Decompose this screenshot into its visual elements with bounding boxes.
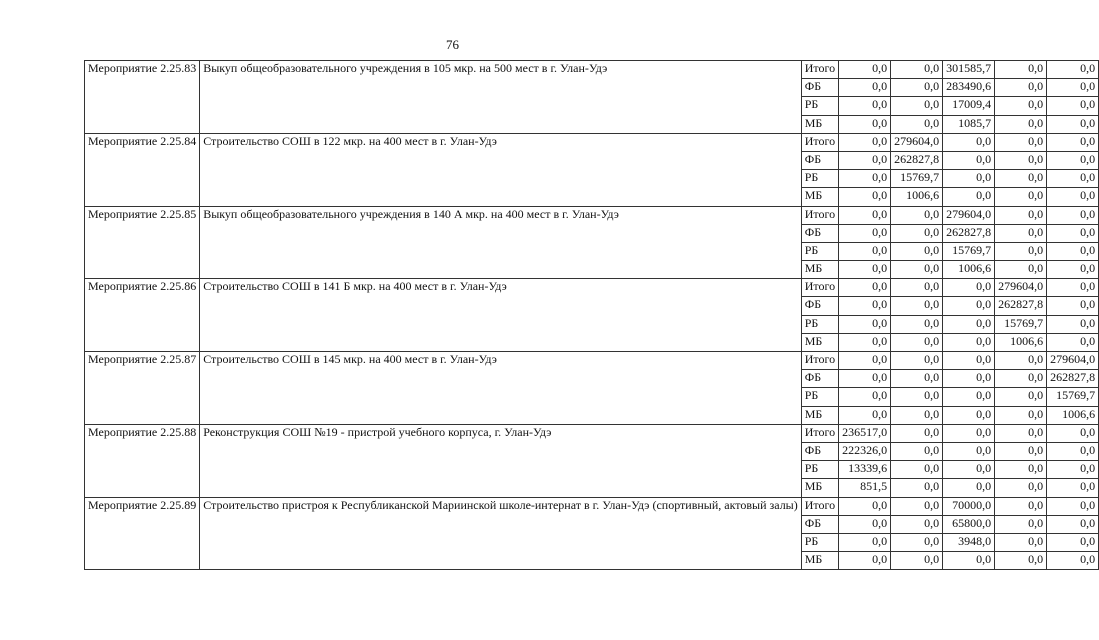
amount-cell: 0,0 <box>1047 170 1099 188</box>
event-code: Мероприятие 2.25.87 <box>85 352 200 425</box>
amount-cell: 283490,6 <box>943 79 995 97</box>
amount-cell: 0,0 <box>839 206 891 224</box>
amount-cell: 0,0 <box>995 115 1047 133</box>
funding-source-label: ФБ <box>801 442 838 460</box>
amount-cell: 0,0 <box>1047 97 1099 115</box>
amount-cell: 279604,0 <box>891 133 943 151</box>
amount-cell: 0,0 <box>1047 79 1099 97</box>
funding-source-label: РБ <box>801 533 838 551</box>
amount-cell: 0,0 <box>839 333 891 351</box>
table-row <box>85 424 1099 442</box>
amount-cell: 0,0 <box>891 388 943 406</box>
amount-cell: 0,0 <box>995 188 1047 206</box>
amount-cell: 236517,0 <box>839 424 891 442</box>
amount-cell: 0,0 <box>1047 297 1099 315</box>
amount-cell: 0,0 <box>943 352 995 370</box>
amount-cell: 0,0 <box>891 242 943 260</box>
amount-cell: 0,0 <box>839 388 891 406</box>
amount-cell: 0,0 <box>1047 279 1099 297</box>
funding-source-label: ФБ <box>801 151 838 169</box>
amount-cell: 0,0 <box>839 406 891 424</box>
amount-cell: 0,0 <box>891 261 943 279</box>
amount-cell: 1006,6 <box>1047 406 1099 424</box>
amount-cell: 0,0 <box>943 297 995 315</box>
amount-cell: 0,0 <box>839 315 891 333</box>
event-description: Строительство пристроя к Республиканской Мариинской школе-интернат в г. Улан-Удэ (спортивный, актовый залы) <box>200 497 802 570</box>
funding-source-label: ФБ <box>801 297 838 315</box>
amount-cell: 0,0 <box>891 424 943 442</box>
amount-cell: 0,0 <box>839 170 891 188</box>
amount-cell: 0,0 <box>1047 533 1099 551</box>
amount-cell: 0,0 <box>995 224 1047 242</box>
amount-cell: 0,0 <box>839 352 891 370</box>
event-description: Строительство СОШ в 145 мкр. на 400 мест в г. Улан-Удэ <box>200 352 802 425</box>
funding-source-label: РБ <box>801 315 838 333</box>
amount-cell: 0,0 <box>1047 151 1099 169</box>
funding-source-label: Итого <box>801 133 838 151</box>
amount-cell: 0,0 <box>995 242 1047 260</box>
amount-cell: 0,0 <box>891 461 943 479</box>
funding-source-label: ФБ <box>801 515 838 533</box>
amount-cell: 0,0 <box>995 515 1047 533</box>
amount-cell: 0,0 <box>839 151 891 169</box>
amount-cell: 0,0 <box>943 333 995 351</box>
event-description: Выкуп общеобразовательного учреждения в 105 мкр. на 500 мест в г. Улан-Удэ <box>200 61 802 134</box>
amount-cell: 15769,7 <box>891 170 943 188</box>
amount-cell: 0,0 <box>891 442 943 460</box>
amount-cell: 0,0 <box>891 315 943 333</box>
event-code: Мероприятие 2.25.85 <box>85 206 200 279</box>
funding-source-label: ФБ <box>801 79 838 97</box>
amount-cell: 0,0 <box>891 515 943 533</box>
amount-cell: 0,0 <box>891 552 943 570</box>
budget-table <box>84 60 1099 570</box>
amount-cell: 0,0 <box>995 261 1047 279</box>
amount-cell: 0,0 <box>995 497 1047 515</box>
funding-source-label: Итого <box>801 424 838 442</box>
amount-cell: 0,0 <box>943 424 995 442</box>
amount-cell: 0,0 <box>839 188 891 206</box>
amount-cell: 0,0 <box>995 170 1047 188</box>
amount-cell: 262827,8 <box>1047 370 1099 388</box>
amount-cell: 0,0 <box>1047 261 1099 279</box>
amount-cell: 279604,0 <box>995 279 1047 297</box>
amount-cell: 0,0 <box>1047 552 1099 570</box>
amount-cell: 0,0 <box>995 442 1047 460</box>
amount-cell: 0,0 <box>1047 442 1099 460</box>
amount-cell: 222326,0 <box>839 442 891 460</box>
amount-cell: 0,0 <box>943 442 995 460</box>
table-row <box>85 497 1099 515</box>
amount-cell: 0,0 <box>891 297 943 315</box>
amount-cell: 0,0 <box>839 279 891 297</box>
amount-cell: 0,0 <box>891 352 943 370</box>
amount-cell: 0,0 <box>891 61 943 79</box>
amount-cell: 0,0 <box>943 552 995 570</box>
event-code: Мероприятие 2.25.86 <box>85 279 200 352</box>
amount-cell: 1085,7 <box>943 115 995 133</box>
amount-cell: 0,0 <box>839 224 891 242</box>
amount-cell: 0,0 <box>943 370 995 388</box>
table-row <box>85 279 1099 297</box>
funding-source-label: РБ <box>801 170 838 188</box>
amount-cell: 15769,7 <box>1047 388 1099 406</box>
amount-cell: 0,0 <box>839 79 891 97</box>
table-row <box>85 206 1099 224</box>
event-code: Мероприятие 2.25.83 <box>85 61 200 134</box>
amount-cell: 0,0 <box>839 497 891 515</box>
amount-cell: 0,0 <box>995 151 1047 169</box>
amount-cell: 0,0 <box>995 388 1047 406</box>
amount-cell: 70000,0 <box>943 497 995 515</box>
amount-cell: 0,0 <box>891 206 943 224</box>
amount-cell: 0,0 <box>891 279 943 297</box>
amount-cell: 17009,4 <box>943 97 995 115</box>
amount-cell: 3948,0 <box>943 533 995 551</box>
amount-cell: 1006,6 <box>995 333 1047 351</box>
amount-cell: 0,0 <box>1047 115 1099 133</box>
amount-cell: 0,0 <box>839 242 891 260</box>
amount-cell: 0,0 <box>995 461 1047 479</box>
amount-cell: 0,0 <box>943 133 995 151</box>
amount-cell: 0,0 <box>1047 515 1099 533</box>
amount-cell: 0,0 <box>839 115 891 133</box>
table-row <box>85 61 1099 79</box>
amount-cell: 13339,6 <box>839 461 891 479</box>
funding-source-label: МБ <box>801 115 838 133</box>
event-description: Строительство СОШ в 122 мкр. на 400 мест в г. Улан-Удэ <box>200 133 802 206</box>
amount-cell: 0,0 <box>1047 224 1099 242</box>
funding-source-label: ФБ <box>801 224 838 242</box>
amount-cell: 0,0 <box>1047 424 1099 442</box>
amount-cell: 0,0 <box>1047 479 1099 497</box>
amount-cell: 262827,8 <box>943 224 995 242</box>
amount-cell: 301585,7 <box>943 61 995 79</box>
amount-cell: 0,0 <box>995 424 1047 442</box>
amount-cell: 65800,0 <box>943 515 995 533</box>
amount-cell: 0,0 <box>943 461 995 479</box>
funding-source-label: Итого <box>801 352 838 370</box>
amount-cell: 0,0 <box>1047 61 1099 79</box>
amount-cell: 0,0 <box>943 151 995 169</box>
amount-cell: 0,0 <box>839 515 891 533</box>
funding-source-label: Итого <box>801 61 838 79</box>
amount-cell: 0,0 <box>943 479 995 497</box>
amount-cell: 0,0 <box>995 533 1047 551</box>
funding-source-label: Итого <box>801 279 838 297</box>
amount-cell: 0,0 <box>891 533 943 551</box>
funding-source-label: МБ <box>801 406 838 424</box>
funding-source-label: МБ <box>801 333 838 351</box>
event-description: Строительство СОШ в 141 Б мкр. на 400 мест в г. Улан-Удэ <box>200 279 802 352</box>
funding-source-label: РБ <box>801 461 838 479</box>
amount-cell: 0,0 <box>839 370 891 388</box>
amount-cell: 0,0 <box>839 297 891 315</box>
amount-cell: 0,0 <box>995 479 1047 497</box>
event-code: Мероприятие 2.25.84 <box>85 133 200 206</box>
event-code: Мероприятие 2.25.89 <box>85 497 200 570</box>
amount-cell: 0,0 <box>995 61 1047 79</box>
amount-cell: 851,5 <box>839 479 891 497</box>
amount-cell: 0,0 <box>891 497 943 515</box>
amount-cell: 0,0 <box>1047 206 1099 224</box>
amount-cell: 0,0 <box>995 133 1047 151</box>
amount-cell: 15769,7 <box>943 242 995 260</box>
amount-cell: 0,0 <box>1047 333 1099 351</box>
funding-source-label: МБ <box>801 552 838 570</box>
amount-cell: 0,0 <box>943 170 995 188</box>
amount-cell: 0,0 <box>839 261 891 279</box>
amount-cell: 1006,6 <box>943 261 995 279</box>
amount-cell: 0,0 <box>839 97 891 115</box>
amount-cell: 262827,8 <box>995 297 1047 315</box>
amount-cell: 0,0 <box>891 333 943 351</box>
amount-cell: 279604,0 <box>943 206 995 224</box>
funding-source-label: Итого <box>801 206 838 224</box>
amount-cell: 0,0 <box>839 533 891 551</box>
amount-cell: 0,0 <box>943 279 995 297</box>
amount-cell: 0,0 <box>1047 242 1099 260</box>
event-description: Реконструкция СОШ №19 - пристрой учебного корпуса, г. Улан-Удэ <box>200 424 802 497</box>
page-number: 76 <box>446 37 459 52</box>
amount-cell: 0,0 <box>891 406 943 424</box>
amount-cell: 0,0 <box>995 352 1047 370</box>
funding-source-label: ФБ <box>801 370 838 388</box>
funding-source-label: РБ <box>801 242 838 260</box>
amount-cell: 0,0 <box>891 370 943 388</box>
amount-cell: 15769,7 <box>995 315 1047 333</box>
amount-cell: 0,0 <box>943 388 995 406</box>
amount-cell: 0,0 <box>1047 133 1099 151</box>
amount-cell: 0,0 <box>995 79 1047 97</box>
funding-source-label: МБ <box>801 479 838 497</box>
amount-cell: 0,0 <box>1047 315 1099 333</box>
amount-cell: 0,0 <box>1047 497 1099 515</box>
amount-cell: 0,0 <box>1047 188 1099 206</box>
event-code: Мероприятие 2.25.88 <box>85 424 200 497</box>
amount-cell: 0,0 <box>995 406 1047 424</box>
funding-source-label: МБ <box>801 261 838 279</box>
amount-cell: 0,0 <box>1047 461 1099 479</box>
amount-cell: 0,0 <box>995 370 1047 388</box>
amount-cell: 0,0 <box>891 479 943 497</box>
amount-cell: 0,0 <box>995 97 1047 115</box>
amount-cell: 262827,8 <box>891 151 943 169</box>
amount-cell: 0,0 <box>943 188 995 206</box>
amount-cell: 0,0 <box>891 115 943 133</box>
amount-cell: 0,0 <box>839 133 891 151</box>
amount-cell: 0,0 <box>891 97 943 115</box>
amount-cell: 0,0 <box>943 406 995 424</box>
funding-source-label: Итого <box>801 497 838 515</box>
amount-cell: 0,0 <box>839 552 891 570</box>
table-row <box>85 352 1099 370</box>
table-row <box>85 133 1099 151</box>
amount-cell: 0,0 <box>943 315 995 333</box>
amount-cell: 0,0 <box>995 206 1047 224</box>
funding-source-label: МБ <box>801 188 838 206</box>
amount-cell: 279604,0 <box>1047 352 1099 370</box>
funding-source-label: РБ <box>801 97 838 115</box>
amount-cell: 0,0 <box>995 552 1047 570</box>
amount-cell: 0,0 <box>839 61 891 79</box>
amount-cell: 0,0 <box>891 79 943 97</box>
amount-cell: 1006,6 <box>891 188 943 206</box>
event-description: Выкуп общеобразовательного учреждения в 140 А мкр. на 400 мест в г. Улан-Удэ <box>200 206 802 279</box>
amount-cell: 0,0 <box>891 224 943 242</box>
funding-source-label: РБ <box>801 388 838 406</box>
